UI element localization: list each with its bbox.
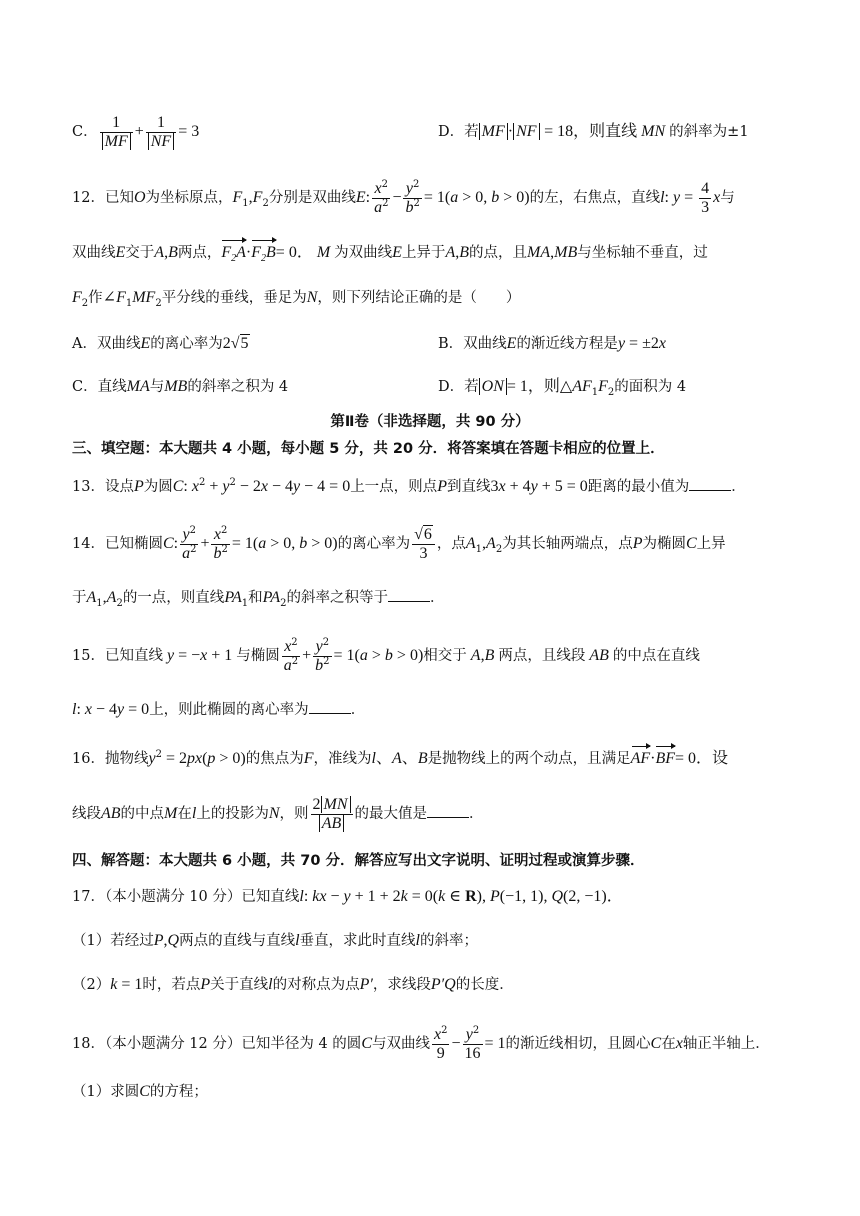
text-run: 上，则此椭圆的离心率为 <box>149 702 309 718</box>
q12-text: 平分线的垂线，垂足为 <box>161 290 307 306</box>
q18-stem: 18．（本小题满分 12 分）已知半径为 4 的圆C与双曲线 $\frac{x^2}{9}$ − $\frac{y^2}{16}$ = 1的渐近线相切，且圆心C在x轴正半轴上． <box>72 1024 770 1062</box>
text-run: 的焦点为 <box>245 751 304 767</box>
fraction: $\frac{y^2}{a^2}$ <box>182 524 197 562</box>
text-run: 的对称点为点 <box>272 977 360 993</box>
text-run: 的长度． <box>455 977 514 993</box>
text-run: = 0．设 <box>675 750 729 767</box>
fraction: $\frac{y^2}{b^2}$ <box>315 636 330 674</box>
text-run: （1）求圆 <box>72 1084 140 1100</box>
text-run: 上的投影为 <box>196 806 269 822</box>
text-run: 线段 <box>72 806 101 822</box>
section-3-title: 三、填空题：本大题共 4 小题，每小题 5 分，共 20 分．将答案填在答题卡相应的位置上． <box>72 441 665 457</box>
text-run: ，求线段 <box>372 977 431 993</box>
q17-stem: 17．（本小题满分 10 分）已知直线l: kx − y + 1 + 2k = 0(k ∈ R), P(−1, 1), Q(2, −1)． <box>72 888 623 905</box>
text-run: 在 <box>177 806 192 822</box>
text-run: 距离的最小值为 <box>587 479 690 495</box>
fraction: $\frac{√6}{3}$ <box>412 526 435 563</box>
q12-text: 为双曲线 <box>334 245 393 261</box>
answer-blank[interactable] <box>309 699 351 714</box>
text-run: 18．（本小题满分 12 分）已知半径为 4 的圆 <box>72 1036 362 1052</box>
q16-line-2: 线段AB的中点M在l上的投影为N，则 $\frac{2 MN}{AB}$ 的最大值是 ． <box>72 795 484 832</box>
text-run: D．若 <box>438 379 479 395</box>
q13: 13．设点P为圆C: $x^2 + y^2 - 2x - 4y - 4 = 0$上一点，则点P到直线3x + 4y + 5 = 0距离的最小值为 ． <box>72 477 746 495</box>
q14-line-1: 14．已知椭圆C: $\frac{y^2}{a^2}$ + $\frac{x^2}{b^2}$ = 1(a > 0, b > 0)的离心率为 $\frac{√6}{3}$ ，点$A_1,A_2$为其长轴两端点，点P为椭圆C上异 <box>72 524 726 562</box>
q12-option-c: C．直线MA与MB的斜率之积为 4 <box>72 378 289 395</box>
text-run: 15．已知直线 <box>72 648 163 664</box>
text-run: 的中点在直线 <box>612 648 700 664</box>
text-run: ． <box>469 806 484 822</box>
q12-line-3: $F_2$作$\angle F_1MF_2$平分线的垂线，垂足为N，则下列结论正确的是（ ） <box>72 289 521 309</box>
text-run: 的斜率； <box>419 933 478 949</box>
text-run: ． <box>430 590 445 606</box>
q12-text: 与坐标轴不垂直，过 <box>577 245 708 261</box>
q11-option-d-tail: 的斜率为±1 <box>669 124 749 140</box>
text-run: 两点，且线段 <box>498 648 586 664</box>
fraction: $\frac{x^2}{a^2}$ <box>283 636 299 674</box>
q12-option-d: D．若 ON = 1，则$\triangle AF_1F_2$的面积为 4 <box>438 378 687 398</box>
fraction: $\frac{x^2}{9}$ <box>433 1024 448 1062</box>
q17-part-2: （2）k = 1时，若点P关于直线l的对称点为点P′，求线段P′Q的长度． <box>72 976 514 993</box>
q12-line-1: 12．已知O为坐标原点，$F_1,F_2$分别是双曲线E: $\frac{x^2}{a^2}$ − $\frac{y^2}{b^2}$ = 1(a > 0, b > 0)的左，右焦点，直线l: y = $\frac{4}{3}$ x与 <box>72 178 735 216</box>
text-run: 轴正半轴上． <box>682 1036 770 1052</box>
text-run: 关于直线 <box>210 977 269 993</box>
fraction: $\frac{y^2}{b^2}$ <box>405 178 420 216</box>
answer-blank[interactable] <box>427 803 469 818</box>
text-run: 的方程； <box>149 1084 208 1100</box>
q12-option-b: B．双曲线E的渐近线方程是y = ±2x <box>438 335 666 352</box>
text-run: 与椭圆 <box>236 648 280 664</box>
q12-text: 双曲线 <box>72 245 116 261</box>
q11-option-d: D．若 MF · NF = 18，则直线 MN 的斜率为±1 <box>438 123 749 140</box>
text-run: 14．已知椭圆 <box>72 536 163 552</box>
q16-line-1: 16．抛物线$y^2 = 2px(p > 0)$的焦点为F，准线为l、A、B是抛物线上的两个动点，且满足AF·BF= 0．设 <box>72 746 790 770</box>
q12-text: 交于 <box>125 245 155 261</box>
q12-text: 的点，且 <box>469 245 527 261</box>
text-run: 是抛物线上的两个动点，且满足 <box>427 751 631 767</box>
q12-text: 上异于 <box>401 245 446 261</box>
text-run: 时，若点 <box>142 977 201 993</box>
answer-blank[interactable] <box>689 476 731 491</box>
text-run: 两点的直线与直线 <box>179 933 296 949</box>
fraction: $\frac{1}{NF}$ <box>146 114 176 151</box>
q11-option-c-tail: = 3 <box>178 123 200 140</box>
text-run: 与双曲线 <box>371 1036 430 1052</box>
text-run: 与 <box>149 379 165 395</box>
text-run: 在 <box>661 1036 676 1052</box>
text-run: ，准线为 <box>313 751 372 767</box>
text-run: 16．抛物线 <box>72 751 149 767</box>
fraction: $\frac{4}{3}$ <box>701 179 710 216</box>
q11-option-d-label: D．若 <box>438 124 479 140</box>
text-run: 到直线 <box>446 479 491 495</box>
q18-part-1: （1）求圆C的方程； <box>72 1083 208 1100</box>
q12-text: 的左，右焦点，直线 <box>529 190 661 206</box>
text-run: 13．设点 <box>72 479 134 495</box>
q12-text: ，则下列结论正确的是（ ） <box>317 290 521 306</box>
text-run: B．双曲线 <box>438 336 507 352</box>
q12-option-a: A．双曲线E的离心率为2√5 <box>72 336 250 352</box>
text-run: 上异 <box>696 536 726 552</box>
q14-line-2: 于$A_1,A_2$的一点，则直线$PA_1$和$PA_2$的斜率之积等于 ． <box>72 589 445 609</box>
q12-text: 两点， <box>177 245 222 261</box>
q12-options-cd <box>72 376 790 398</box>
q11-option-d-mid: = 18，则直线 <box>544 123 638 140</box>
fraction: $\frac{x^2}{a^2}$ <box>374 178 389 216</box>
text-run: ． <box>731 479 746 495</box>
text-run: 17．（本小题满分 10 分）已知直线 <box>72 889 300 905</box>
q15-line-1: 15．已知直线 y = −x + 1 与椭圆 $\frac{x^2}{a^2}$ + $\frac{y^2}{b^2}$ = 1(a > b > 0)相交于 A,B 两点，且线段 AB 的中点在直线 <box>72 636 700 674</box>
text-run: 的斜率之积等于 <box>286 590 389 606</box>
text-run: 的离心率为 <box>150 336 223 352</box>
sqrt: √5 <box>230 335 249 352</box>
text-run: 的离心率为 <box>337 536 411 552</box>
text-run: 的中点 <box>120 806 165 822</box>
section-4-title: 四、解答题：本大题共 6 小题，共 70 分．解答应写出文字说明、证明过程或演算步骤． <box>72 853 645 869</box>
text-run: C．直线 <box>72 379 127 395</box>
fraction: $\frac{1}{MF}$ <box>100 114 133 151</box>
text-run: 垂直，求此时直线 <box>299 933 416 949</box>
text-run: （2） <box>72 977 111 993</box>
text-run: 于 <box>72 590 87 606</box>
text-run: 的斜率之积为 4 <box>187 379 289 395</box>
q12-options-ab <box>72 333 790 355</box>
text-run: ，则 <box>279 806 309 822</box>
q12-line-2: 双曲线E交于A,B两点，$F_2A\cdot F_2B= 0$． M 为双曲线E上异于A,B的点，且MA,MB与坐标轴不垂直，过 <box>72 240 790 264</box>
q17-part-1: （1）若经过P,Q两点的直线与直线l垂直，求此时直线l的斜率； <box>72 932 478 949</box>
text-run: 为圆 <box>143 479 173 495</box>
text-run: A．双曲线 <box>72 336 141 352</box>
part2-title: 第Ⅱ卷（非选择题，共 90 分） <box>330 414 530 430</box>
text-run: 和 <box>248 590 263 606</box>
q11-option-c-label: C． <box>72 124 98 140</box>
text-run: 相交于 <box>423 648 467 664</box>
q12-text: 为坐标原点， <box>145 190 233 206</box>
fraction: $\frac{y^2}{16}$ <box>464 1024 481 1062</box>
text-run: 上一点，则点 <box>350 479 438 495</box>
text-run: （1）若经过 <box>72 933 154 949</box>
q11-options-cd: C． $\frac{1}{MF}$ + $\frac{1}{NF}$ = 3 D．若 MF · NF = 18，则直线 MN 的斜率为±1 <box>72 112 790 152</box>
text-run: = 1，则△ <box>506 378 573 395</box>
text-run: 的最大值是 <box>354 806 427 822</box>
q12-number: 12．已知 <box>72 190 134 206</box>
text-run: 为椭圆 <box>642 536 686 552</box>
text-run: 的渐近线方程是 <box>516 336 618 352</box>
answer-blank[interactable] <box>388 587 430 602</box>
text-run: 的渐近线相切，且圆心 <box>505 1036 651 1052</box>
text-run: ． <box>350 702 366 718</box>
fraction: $\frac{x^2}{b^2}$ <box>213 524 228 562</box>
text-run: 的一点，则直线 <box>122 590 225 606</box>
q15-line-2: l: x − 4y = 0上，则此椭圆的离心率为 ． <box>72 701 366 718</box>
q12-text: = 0． <box>275 244 313 261</box>
text-run: 为其长轴两端点，点 <box>502 536 633 552</box>
text-run: 的面积为 4 <box>614 379 687 395</box>
fraction: $\frac{2 MN}{AB}$ <box>311 796 353 833</box>
q12-text: 分别是双曲线 <box>268 190 356 206</box>
text-run: ，点 <box>436 536 466 552</box>
q12-text: 作 <box>88 290 103 306</box>
q12-text: 与 <box>720 190 735 206</box>
